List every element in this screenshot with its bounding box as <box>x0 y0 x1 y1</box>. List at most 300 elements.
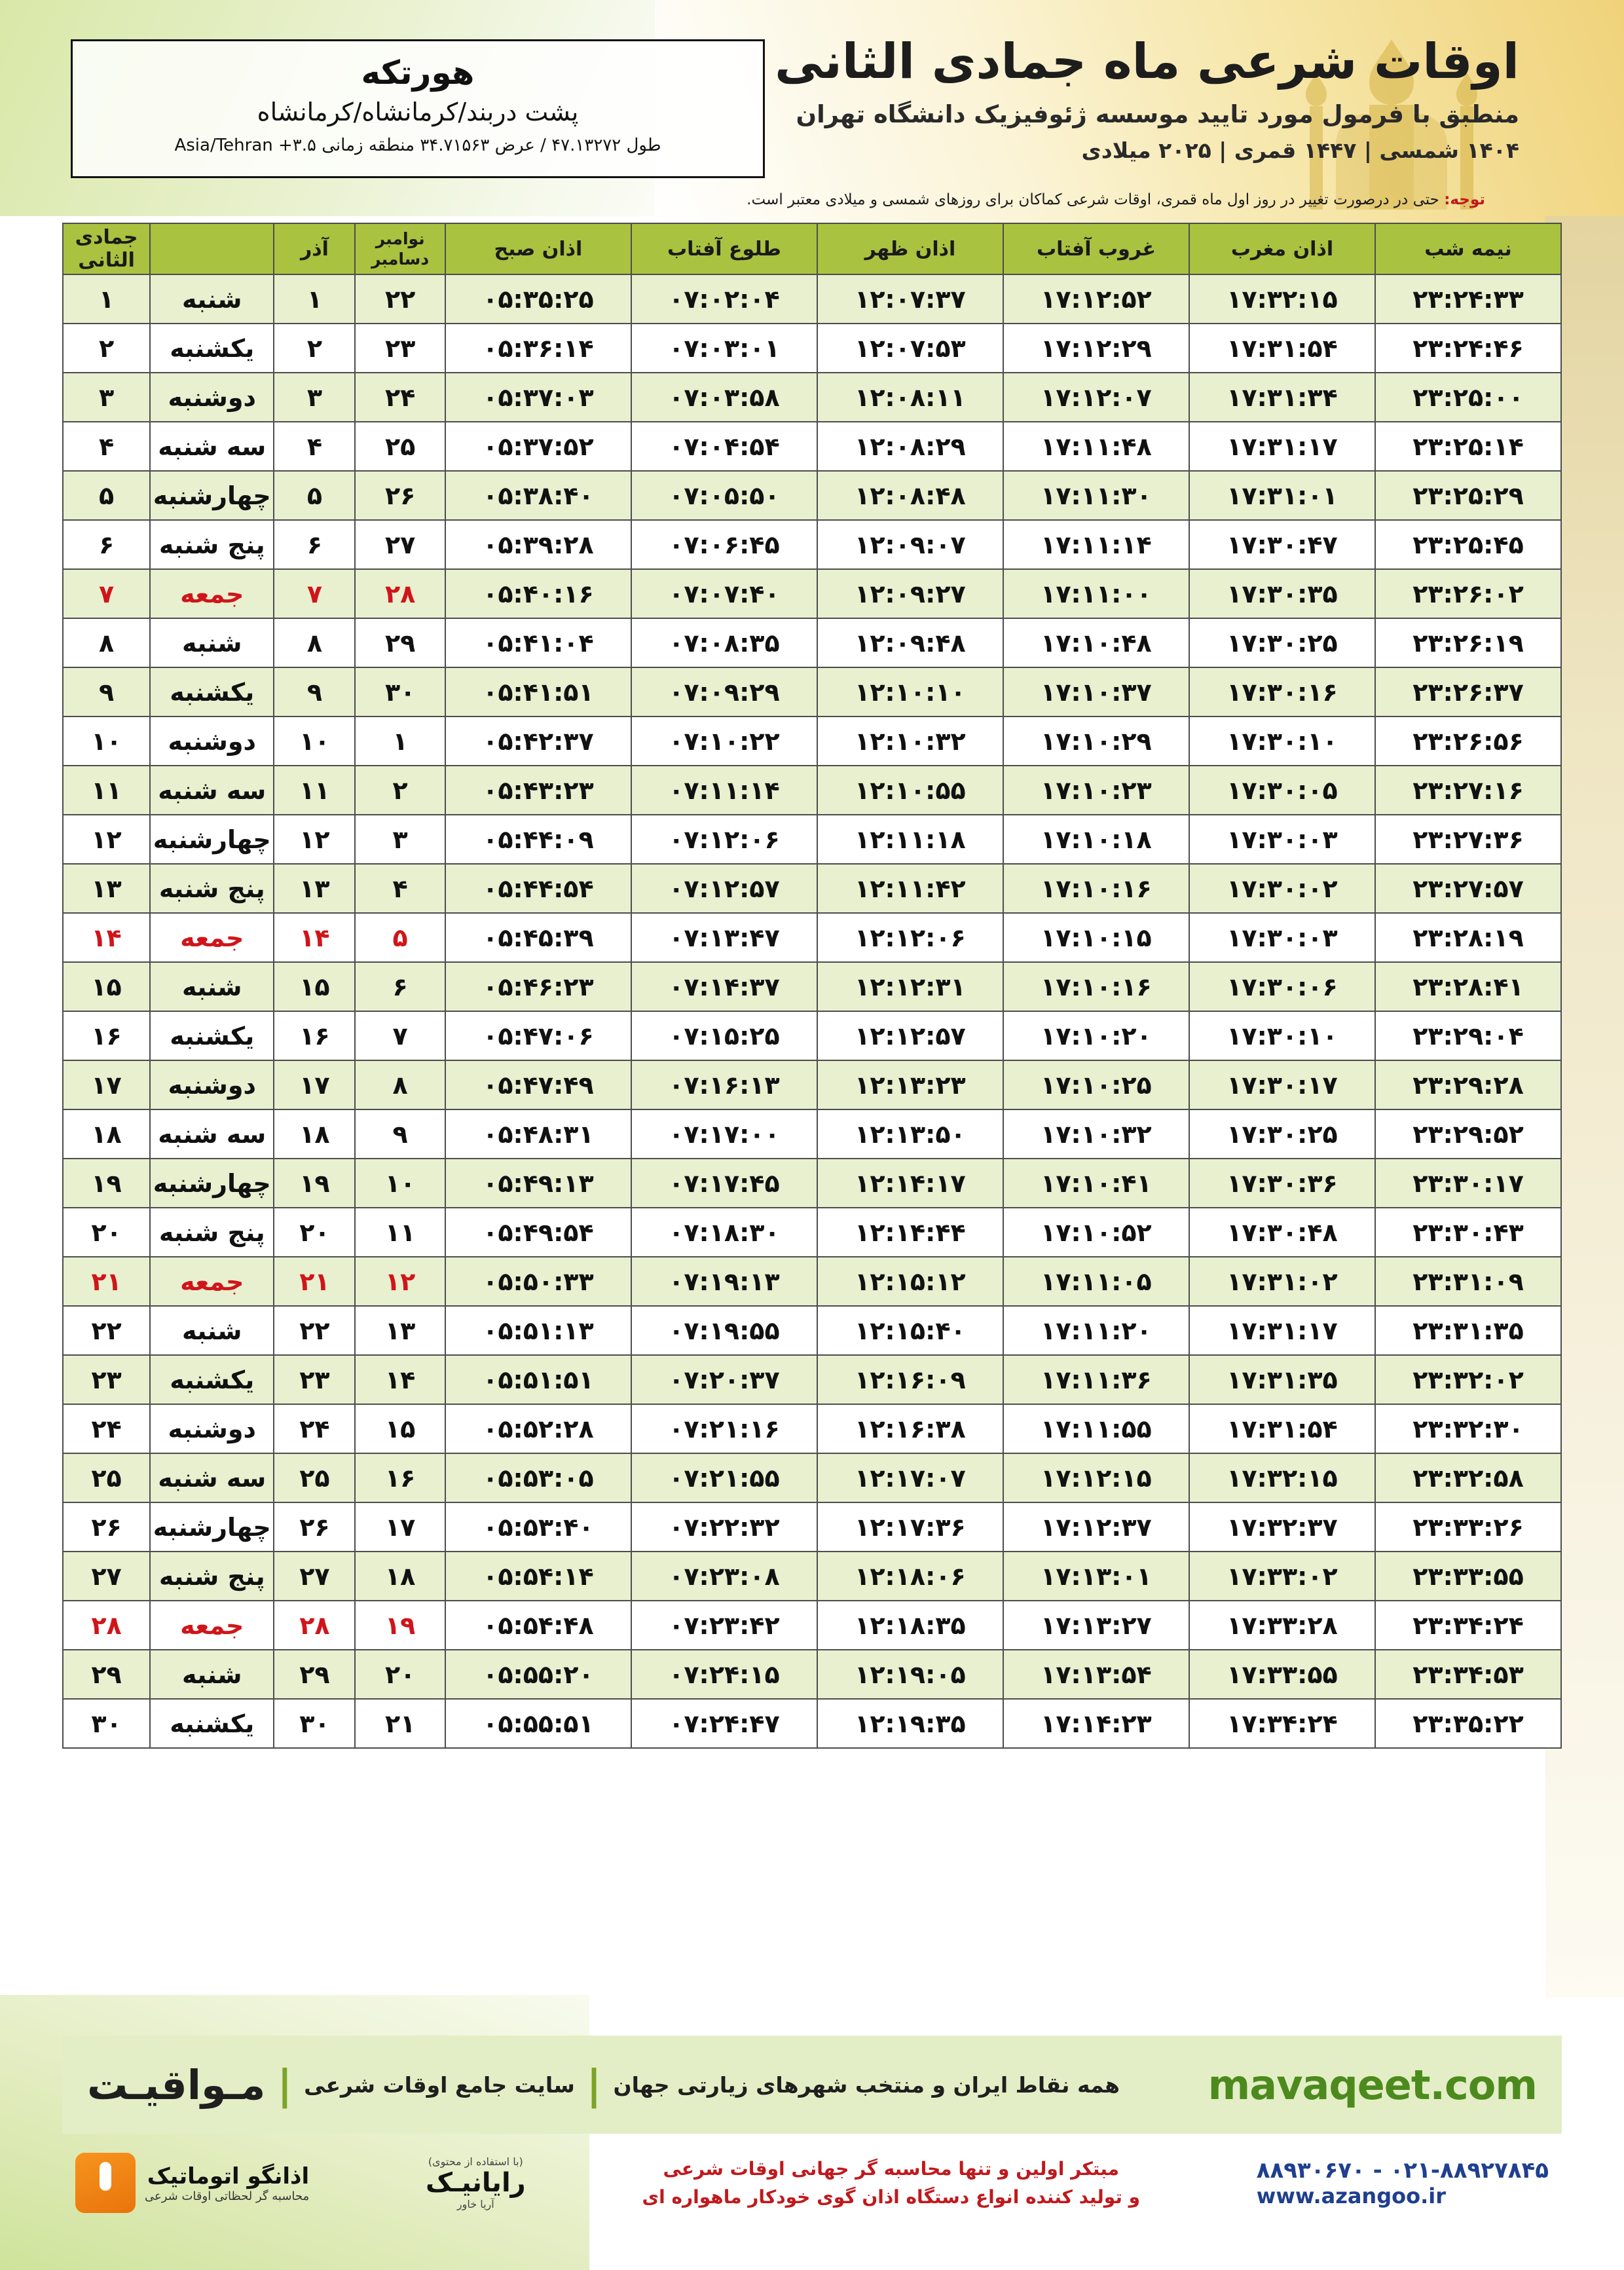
cell-fajr: ۰۵:۴۶:۲۳ <box>445 962 631 1011</box>
cell-sunrise: ۰۷:۲۳:۴۲ <box>631 1601 817 1650</box>
cell-sunset: ۱۷:۱۰:۳۷ <box>1003 667 1189 716</box>
cell-gregorian-day: ۳۰ <box>355 667 445 716</box>
cell-jamadi-day: ۲۲ <box>63 1306 150 1355</box>
cell-azar-day: ۳ <box>274 373 355 422</box>
cell-dhuhr: ۱۲:۱۵:۴۰ <box>817 1306 1003 1355</box>
table-row <box>63 373 1561 422</box>
cell-maghrib: ۱۷:۳۳:۵۵ <box>1189 1650 1375 1699</box>
cell-sunset: ۱۷:۱۰:۳۲ <box>1003 1109 1189 1159</box>
cell-midnight: ۲۳:۳۵:۲۲ <box>1375 1699 1561 1748</box>
cell-midnight: ۲۳:۲۹:۰۴ <box>1375 1011 1561 1060</box>
cell-midnight: ۲۳:۲۷:۵۷ <box>1375 864 1561 913</box>
cell-maghrib: ۱۷:۳۰:۲۵ <box>1189 618 1375 667</box>
cell-maghrib: ۱۷:۳۰:۰۲ <box>1189 864 1375 913</box>
cell-weekday: جمعه <box>150 913 274 962</box>
cell-azar-day: ۱۹ <box>274 1159 355 1208</box>
cell-sunrise: ۰۷:۰۴:۵۴ <box>631 422 817 471</box>
cell-azar-day: ۱۷ <box>274 1060 355 1109</box>
city-name: هورتکه <box>361 54 475 92</box>
cell-gregorian-day: ۲۹ <box>355 618 445 667</box>
cell-gregorian-day: ۱۴ <box>355 1355 445 1404</box>
brand-separator-2-icon: | <box>277 2060 293 2109</box>
cell-midnight: ۲۳:۲۵:۱۴ <box>1375 422 1561 471</box>
cell-sunrise: ۰۷:۱۹:۵۵ <box>631 1306 817 1355</box>
prayer-times-table-wrap <box>62 223 1562 1749</box>
cell-maghrib: ۱۷:۳۴:۲۴ <box>1189 1699 1375 1748</box>
cell-weekday: چهارشنبه <box>150 471 274 520</box>
col-header-sunrise: طلوع آفتاب <box>631 223 817 274</box>
table-row <box>63 1601 1561 1650</box>
cell-sunrise: ۰۷:۱۶:۱۳ <box>631 1060 817 1109</box>
table-row <box>63 520 1561 569</box>
cell-jamadi-day: ۹ <box>63 667 150 716</box>
cell-gregorian-day: ۱۶ <box>355 1453 445 1502</box>
cell-midnight: ۲۳:۲۹:۲۸ <box>1375 1060 1561 1109</box>
cell-azar-day: ۲۹ <box>274 1650 355 1699</box>
cell-dhuhr: ۱۲:۱۸:۳۵ <box>817 1601 1003 1650</box>
cell-midnight: ۲۳:۲۵:۲۹ <box>1375 471 1561 520</box>
cell-weekday: پنج شنبه <box>150 520 274 569</box>
cell-fajr: ۰۵:۵۵:۲۰ <box>445 1650 631 1699</box>
cell-midnight: ۲۳:۲۶:۳۷ <box>1375 667 1561 716</box>
cell-maghrib: ۱۷:۳۱:۵۴ <box>1189 324 1375 373</box>
cell-sunset: ۱۷:۱۱:۲۰ <box>1003 1306 1189 1355</box>
mavaqeet-brand-name: مـواقیـت <box>87 2060 266 2109</box>
cell-azar-day: ۱۶ <box>274 1011 355 1060</box>
cell-midnight: ۲۳:۲۵:۴۵ <box>1375 520 1561 569</box>
city-info-box <box>71 39 765 178</box>
cell-midnight: ۲۳:۲۵:۰۰ <box>1375 373 1561 422</box>
azangoo-text <box>145 2163 309 2203</box>
contact-website[interactable]: www.azangoo.ir <box>1256 2184 1446 2208</box>
table-row <box>63 1552 1561 1601</box>
cell-maghrib: ۱۷:۳۰:۰۶ <box>1189 962 1375 1011</box>
cell-midnight: ۲۳:۲۶:۰۲ <box>1375 569 1561 618</box>
table-row <box>63 1699 1561 1748</box>
cell-maghrib: ۱۷:۳۰:۱۰ <box>1189 716 1375 766</box>
cell-maghrib: ۱۷:۳۰:۱۷ <box>1189 1060 1375 1109</box>
cell-weekday: یکشنبه <box>150 1355 274 1404</box>
cell-azar-day: ۲۳ <box>274 1355 355 1404</box>
cell-dhuhr: ۱۲:۱۰:۳۲ <box>817 716 1003 766</box>
cell-fajr: ۰۵:۴۳:۲۳ <box>445 766 631 815</box>
cell-sunrise: ۰۷:۰۳:۵۸ <box>631 373 817 422</box>
cell-weekday: شنبه <box>150 1306 274 1355</box>
cell-jamadi-day: ۱۲ <box>63 815 150 864</box>
city-region: پشت دربند/کرمانشاه/کرمانشاه <box>257 98 579 126</box>
cell-jamadi-day: ۲ <box>63 324 150 373</box>
cell-maghrib: ۱۷:۳۰:۴۷ <box>1189 520 1375 569</box>
cell-sunrise: ۰۷:۱۲:۰۶ <box>631 815 817 864</box>
cell-sunrise: ۰۷:۰۷:۴۰ <box>631 569 817 618</box>
cell-azar-day: ۶ <box>274 520 355 569</box>
cell-dhuhr: ۱۲:۱۳:۵۰ <box>817 1109 1003 1159</box>
cell-maghrib: ۱۷:۳۰:۰۳ <box>1189 815 1375 864</box>
table-row <box>63 913 1561 962</box>
table-row <box>63 1306 1561 1355</box>
rayanik-subtitle: آریا خاور <box>456 2198 494 2210</box>
cell-gregorian-day: ۷ <box>355 1011 445 1060</box>
table-row <box>63 471 1561 520</box>
cell-sunrise: ۰۷:۰۶:۴۵ <box>631 520 817 569</box>
table-row <box>63 815 1561 864</box>
cell-maghrib: ۱۷:۳۰:۴۸ <box>1189 1208 1375 1257</box>
cell-sunrise: ۰۷:۱۱:۱۴ <box>631 766 817 815</box>
cell-sunrise: ۰۷:۱۳:۴۷ <box>631 913 817 962</box>
cell-fajr: ۰۵:۵۰:۳۳ <box>445 1257 631 1306</box>
cell-gregorian-day: ۱۵ <box>355 1404 445 1453</box>
cell-gregorian-day: ۱۷ <box>355 1502 445 1552</box>
cell-azar-day: ۲۰ <box>274 1208 355 1257</box>
cell-sunrise: ۰۷:۲۴:۴۷ <box>631 1699 817 1748</box>
cell-sunset: ۱۷:۱۱:۰۵ <box>1003 1257 1189 1306</box>
azangoo-title: اذانگو اتوماتیک <box>147 2163 310 2189</box>
cell-midnight: ۲۳:۲۴:۴۶ <box>1375 324 1561 373</box>
cell-sunset: ۱۷:۱۱:۵۵ <box>1003 1404 1189 1453</box>
table-row <box>63 1011 1561 1060</box>
cell-midnight: ۲۳:۳۲:۵۸ <box>1375 1453 1561 1502</box>
cell-sunrise: ۰۷:۲۲:۳۲ <box>631 1502 817 1552</box>
table-row <box>63 1355 1561 1404</box>
cell-sunset: ۱۷:۱۰:۲۳ <box>1003 766 1189 815</box>
cell-jamadi-day: ۲۷ <box>63 1552 150 1601</box>
cell-sunrise: ۰۷:۲۳:۰۸ <box>631 1552 817 1601</box>
cell-jamadi-day: ۵ <box>63 471 150 520</box>
cell-dhuhr: ۱۲:۱۹:۳۵ <box>817 1699 1003 1748</box>
mavaqeet-site-link[interactable]: mavaqeet.com <box>1208 2060 1537 2109</box>
cell-jamadi-day: ۸ <box>63 618 150 667</box>
cell-fajr: ۰۵:۴۷:۰۶ <box>445 1011 631 1060</box>
col-header-gregorian <box>355 223 445 274</box>
cell-gregorian-day: ۲۳ <box>355 324 445 373</box>
cell-midnight: ۲۳:۳۴:۲۴ <box>1375 1601 1561 1650</box>
cell-weekday: شنبه <box>150 274 274 324</box>
cell-gregorian-day: ۱ <box>355 716 445 766</box>
cell-azar-day: ۱۴ <box>274 913 355 962</box>
title-block <box>694 34 1519 163</box>
azangoo-logo <box>75 2153 309 2213</box>
cell-dhuhr: ۱۲:۱۷:۰۷ <box>817 1453 1003 1502</box>
table-row <box>63 962 1561 1011</box>
col-header-dhuhr: اذان ظهر <box>817 223 1003 274</box>
cell-fajr: ۰۵:۴۱:۰۴ <box>445 618 631 667</box>
mavaqeet-brand <box>87 2061 1120 2109</box>
cell-sunset: ۱۷:۱۰:۴۸ <box>1003 618 1189 667</box>
cell-gregorian-day: ۲۸ <box>355 569 445 618</box>
cell-dhuhr: ۱۲:۱۲:۰۶ <box>817 913 1003 962</box>
cell-weekday: شنبه <box>150 618 274 667</box>
cell-fajr: ۰۵:۵۱:۱۳ <box>445 1306 631 1355</box>
cell-jamadi-day: ۲۴ <box>63 1404 150 1453</box>
cell-weekday: جمعه <box>150 1601 274 1650</box>
table-body <box>63 274 1561 1748</box>
col-header-december: دسامبر <box>371 250 430 269</box>
col-header-fajr: اذان صبح <box>445 223 631 274</box>
cell-gregorian-day: ۲۰ <box>355 1650 445 1699</box>
cell-dhuhr: ۱۲:۱۲:۳۱ <box>817 962 1003 1011</box>
footer-brand-bar <box>62 2036 1562 2134</box>
cell-dhuhr: ۱۲:۰۹:۰۷ <box>817 520 1003 569</box>
cell-jamadi-day: ۱۵ <box>63 962 150 1011</box>
cell-sunset: ۱۷:۱۲:۳۷ <box>1003 1502 1189 1552</box>
cell-azar-day: ۷ <box>274 569 355 618</box>
contact-block <box>1257 2157 1549 2208</box>
cell-sunrise: ۰۷:۱۷:۰۰ <box>631 1109 817 1159</box>
cell-sunset: ۱۷:۱۳:۰۱ <box>1003 1552 1189 1601</box>
cell-midnight: ۲۳:۲۷:۳۶ <box>1375 815 1561 864</box>
cell-midnight: ۲۳:۳۱:۰۹ <box>1375 1257 1561 1306</box>
cell-sunrise: ۰۷:۱۰:۲۲ <box>631 716 817 766</box>
cell-midnight: ۲۳:۳۲:۳۰ <box>1375 1404 1561 1453</box>
cell-sunrise: ۰۷:۲۴:۱۵ <box>631 1650 817 1699</box>
cell-maghrib: ۱۷:۳۱:۰۱ <box>1189 471 1375 520</box>
cell-dhuhr: ۱۲:۱۱:۴۲ <box>817 864 1003 913</box>
cell-sunrise: ۰۷:۱۴:۳۷ <box>631 962 817 1011</box>
cell-sunset: ۱۷:۱۴:۲۳ <box>1003 1699 1189 1748</box>
cell-azar-day: ۱۵ <box>274 962 355 1011</box>
cell-fajr: ۰۵:۴۰:۱۶ <box>445 569 631 618</box>
cell-sunset: ۱۷:۱۱:۴۸ <box>1003 422 1189 471</box>
mavaqeet-brand-tag: سایت جامع اوقات شرعی <box>304 2072 575 2098</box>
azangoo-subtitle: محاسبه گر لحظاتی اوقات شرعی <box>145 2189 310 2203</box>
cell-maghrib: ۱۷:۳۰:۰۳ <box>1189 913 1375 962</box>
cell-azar-day: ۲۵ <box>274 1453 355 1502</box>
footer-info-bar <box>62 2134 1562 2232</box>
col-header-midnight: نیمه شب <box>1375 223 1561 274</box>
table-row <box>63 1404 1561 1453</box>
cell-fajr: ۰۵:۳۷:۰۳ <box>445 373 631 422</box>
cell-weekday: دوشنبه <box>150 716 274 766</box>
table-row <box>63 1257 1561 1306</box>
cell-sunrise: ۰۷:۱۲:۵۷ <box>631 864 817 913</box>
cell-azar-day: ۲۴ <box>274 1404 355 1453</box>
cell-gregorian-day: ۲۷ <box>355 520 445 569</box>
cell-sunset: ۱۷:۱۰:۲۹ <box>1003 716 1189 766</box>
brand-separator-icon: | <box>586 2060 602 2109</box>
page-dates: ۱۴۰۴ شمسی | ۱۴۴۷ قمری | ۲۰۲۵ میلادی <box>1081 138 1519 164</box>
cell-weekday: یکشنبه <box>150 1011 274 1060</box>
cell-fajr: ۰۵:۳۷:۵۲ <box>445 422 631 471</box>
page-footer <box>62 2036 1562 2232</box>
cell-azar-day: ۲۸ <box>274 1601 355 1650</box>
cell-dhuhr: ۱۲:۱۵:۱۲ <box>817 1257 1003 1306</box>
cell-sunrise: ۰۷:۰۳:۰۱ <box>631 324 817 373</box>
cell-dhuhr: ۱۲:۰۹:۲۷ <box>817 569 1003 618</box>
cell-weekday: سه شنبه <box>150 1453 274 1502</box>
cell-azar-day: ۲۷ <box>274 1552 355 1601</box>
cell-dhuhr: ۱۲:۱۱:۱۸ <box>817 815 1003 864</box>
cell-dhuhr: ۱۲:۰۸:۱۱ <box>817 373 1003 422</box>
cell-sunset: ۱۷:۱۳:۵۴ <box>1003 1650 1189 1699</box>
cell-jamadi-day: ۱۷ <box>63 1060 150 1109</box>
cell-weekday: سه شنبه <box>150 766 274 815</box>
footer-description <box>642 2155 1140 2212</box>
cell-gregorian-day: ۲۴ <box>355 373 445 422</box>
note-line <box>71 191 1485 208</box>
cell-weekday: یکشنبه <box>150 667 274 716</box>
table-row <box>63 1650 1561 1699</box>
cell-midnight: ۲۳:۲۶:۵۶ <box>1375 716 1561 766</box>
cell-gregorian-day: ۲۶ <box>355 471 445 520</box>
cell-sunrise: ۰۷:۰۲:۰۴ <box>631 274 817 324</box>
cell-fajr: ۰۵:۵۲:۲۸ <box>445 1404 631 1453</box>
cell-maghrib: ۱۷:۳۰:۳۶ <box>1189 1159 1375 1208</box>
cell-sunset: ۱۷:۱۰:۱۵ <box>1003 913 1189 962</box>
cell-weekday: چهارشنبه <box>150 1502 274 1552</box>
cell-azar-day: ۲۱ <box>274 1257 355 1306</box>
page-subtitle: منطبق با فرمول مورد تایید موسسه ژئوفیزیک دانشگاه تهران <box>796 100 1519 129</box>
prayer-times-table <box>62 223 1562 1749</box>
cell-midnight: ۲۳:۳۱:۳۵ <box>1375 1306 1561 1355</box>
cell-midnight: ۲۳:۲۷:۱۶ <box>1375 766 1561 815</box>
cell-fajr: ۰۵:۴۹:۱۳ <box>445 1159 631 1208</box>
cell-maghrib: ۱۷:۳۱:۳۴ <box>1189 373 1375 422</box>
cell-sunset: ۱۷:۱۲:۵۲ <box>1003 274 1189 324</box>
cell-weekday: چهارشنبه <box>150 815 274 864</box>
cell-weekday: دوشنبه <box>150 1404 274 1453</box>
cell-maghrib: ۱۷:۳۰:۳۵ <box>1189 569 1375 618</box>
cell-midnight: ۲۳:۳۰:۱۷ <box>1375 1159 1561 1208</box>
cell-azar-day: ۸ <box>274 618 355 667</box>
cell-fajr: ۰۵:۵۳:۰۵ <box>445 1453 631 1502</box>
table-row <box>63 1502 1561 1552</box>
cell-jamadi-day: ۱۰ <box>63 716 150 766</box>
cell-weekday: جمعه <box>150 569 274 618</box>
cell-dhuhr: ۱۲:۰۹:۴۸ <box>817 618 1003 667</box>
col-header-november: نوامبر <box>375 229 425 248</box>
table-row <box>63 569 1561 618</box>
cell-fajr: ۰۵:۳۹:۲۸ <box>445 520 631 569</box>
col-header-azar: آذر <box>274 223 355 274</box>
cell-maghrib: ۱۷:۳۲:۳۷ <box>1189 1502 1375 1552</box>
cell-dhuhr: ۱۲:۱۹:۰۵ <box>817 1650 1003 1699</box>
cell-sunrise: ۰۷:۲۱:۵۵ <box>631 1453 817 1502</box>
cell-weekday: سه شنبه <box>150 1109 274 1159</box>
table-row <box>63 716 1561 766</box>
cell-weekday: سه شنبه <box>150 422 274 471</box>
rayanik-logo <box>426 2155 526 2210</box>
cell-gregorian-day: ۹ <box>355 1109 445 1159</box>
cell-maghrib: ۱۷:۳۰:۱۶ <box>1189 667 1375 716</box>
cell-sunrise: ۰۷:۰۵:۵۰ <box>631 471 817 520</box>
cell-jamadi-day: ۱ <box>63 274 150 324</box>
cell-dhuhr: ۱۲:۱۶:۰۹ <box>817 1355 1003 1404</box>
cell-gregorian-day: ۳ <box>355 815 445 864</box>
cell-midnight: ۲۳:۳۲:۰۲ <box>1375 1355 1561 1404</box>
cell-dhuhr: ۱۲:۰۷:۳۷ <box>817 274 1003 324</box>
cell-weekday: شنبه <box>150 1650 274 1699</box>
cell-azar-day: ۱۲ <box>274 815 355 864</box>
cell-dhuhr: ۱۲:۰۸:۴۸ <box>817 471 1003 520</box>
table-row <box>63 274 1561 324</box>
cell-sunset: ۱۷:۱۱:۱۴ <box>1003 520 1189 569</box>
cell-azar-day: ۲ <box>274 324 355 373</box>
table-row <box>63 667 1561 716</box>
cell-jamadi-day: ۲۵ <box>63 1453 150 1502</box>
cell-azar-day: ۵ <box>274 471 355 520</box>
cell-sunset: ۱۷:۱۲:۱۵ <box>1003 1453 1189 1502</box>
cell-midnight: ۲۳:۳۴:۵۳ <box>1375 1650 1561 1699</box>
cell-azar-day: ۱۰ <box>274 716 355 766</box>
cell-azar-day: ۲۲ <box>274 1306 355 1355</box>
note-text: حتی در درصورت تغییر در روز اول ماه قمری، اوقات شرعی کماکان برای روزهای شمسی و میلادی معتبر است. <box>747 191 1439 208</box>
cell-azar-day: ۴ <box>274 422 355 471</box>
cell-jamadi-day: ۲۹ <box>63 1650 150 1699</box>
table-row <box>63 618 1561 667</box>
cell-dhuhr: ۱۲:۰۸:۲۹ <box>817 422 1003 471</box>
cell-jamadi-day: ۶ <box>63 520 150 569</box>
page-header <box>0 0 1624 223</box>
cell-weekday: شنبه <box>150 962 274 1011</box>
cell-midnight: ۲۳:۲۸:۱۹ <box>1375 913 1561 962</box>
table-row <box>63 1060 1561 1109</box>
cell-fajr: ۰۵:۴۴:۵۴ <box>445 864 631 913</box>
cell-maghrib: ۱۷:۳۱:۱۷ <box>1189 422 1375 471</box>
cell-jamadi-day: ۲۸ <box>63 1601 150 1650</box>
cell-fajr: ۰۵:۳۸:۴۰ <box>445 471 631 520</box>
cell-maghrib: ۱۷:۳۱:۵۴ <box>1189 1404 1375 1453</box>
cell-weekday: چهارشنبه <box>150 1159 274 1208</box>
table-header-row <box>63 223 1561 274</box>
footer-description-line1: مبتکر اولین و تنها محاسبه گر جهانی اوقات شرعی <box>663 2157 1119 2180</box>
mavaqeet-brand-desc: همه نقاط ایران و منتخب شهرهای زیارتی جهان <box>613 2072 1120 2098</box>
note-label: توجه: <box>1444 191 1485 208</box>
table-row <box>63 1109 1561 1159</box>
cell-sunrise: ۰۷:۲۰:۳۷ <box>631 1355 817 1404</box>
table-row <box>63 864 1561 913</box>
cell-fajr: ۰۵:۴۹:۵۴ <box>445 1208 631 1257</box>
cell-maghrib: ۱۷:۳۰:۲۵ <box>1189 1109 1375 1159</box>
cell-jamadi-day: ۲۱ <box>63 1257 150 1306</box>
cell-azar-day: ۱۸ <box>274 1109 355 1159</box>
cell-jamadi-day: ۲۰ <box>63 1208 150 1257</box>
cell-fajr: ۰۵:۴۲:۳۷ <box>445 716 631 766</box>
cell-sunset: ۱۷:۱۱:۳۶ <box>1003 1355 1189 1404</box>
cell-sunset: ۱۷:۱۲:۰۷ <box>1003 373 1189 422</box>
cell-fajr: ۰۵:۵۴:۴۸ <box>445 1601 631 1650</box>
cell-gregorian-day: ۵ <box>355 913 445 962</box>
cell-gregorian-day: ۱۱ <box>355 1208 445 1257</box>
cell-midnight: ۲۳:۲۸:۴۱ <box>1375 962 1561 1011</box>
cell-maghrib: ۱۷:۳۲:۱۵ <box>1189 1453 1375 1502</box>
cell-gregorian-day: ۱۲ <box>355 1257 445 1306</box>
cell-jamadi-day: ۳۰ <box>63 1699 150 1748</box>
cell-midnight: ۲۳:۲۹:۵۲ <box>1375 1109 1561 1159</box>
cell-sunset: ۱۷:۱۲:۲۹ <box>1003 324 1189 373</box>
cell-weekday: جمعه <box>150 1257 274 1306</box>
azangoo-mark-icon <box>75 2153 136 2213</box>
cell-jamadi-day: ۴ <box>63 422 150 471</box>
cell-maghrib: ۱۷:۳۱:۱۷ <box>1189 1306 1375 1355</box>
cell-gregorian-day: ۱۹ <box>355 1601 445 1650</box>
cell-gregorian-day: ۲ <box>355 766 445 815</box>
cell-azar-day: ۱۳ <box>274 864 355 913</box>
cell-fajr: ۰۵:۵۴:۱۴ <box>445 1552 631 1601</box>
cell-fajr: ۰۵:۳۵:۲۵ <box>445 274 631 324</box>
cell-weekday: دوشنبه <box>150 373 274 422</box>
cell-sunset: ۱۷:۱۰:۲۵ <box>1003 1060 1189 1109</box>
cell-dhuhr: ۱۲:۱۶:۳۸ <box>817 1404 1003 1453</box>
table-row <box>63 1159 1561 1208</box>
cell-jamadi-day: ۱۹ <box>63 1159 150 1208</box>
cell-midnight: ۲۳:۲۶:۱۹ <box>1375 618 1561 667</box>
contact-phone: ۰۲۱-۸۸۹۲۷۸۴۵ - ۸۸۹۳۰۶۷۰ <box>1256 2157 1549 2184</box>
cell-fajr: ۰۵:۴۱:۵۱ <box>445 667 631 716</box>
cell-weekday: پنج شنبه <box>150 1552 274 1601</box>
cell-dhuhr: ۱۲:۱۰:۵۵ <box>817 766 1003 815</box>
cell-gregorian-day: ۱۳ <box>355 1306 445 1355</box>
cell-fajr: ۰۵:۴۵:۳۹ <box>445 913 631 962</box>
